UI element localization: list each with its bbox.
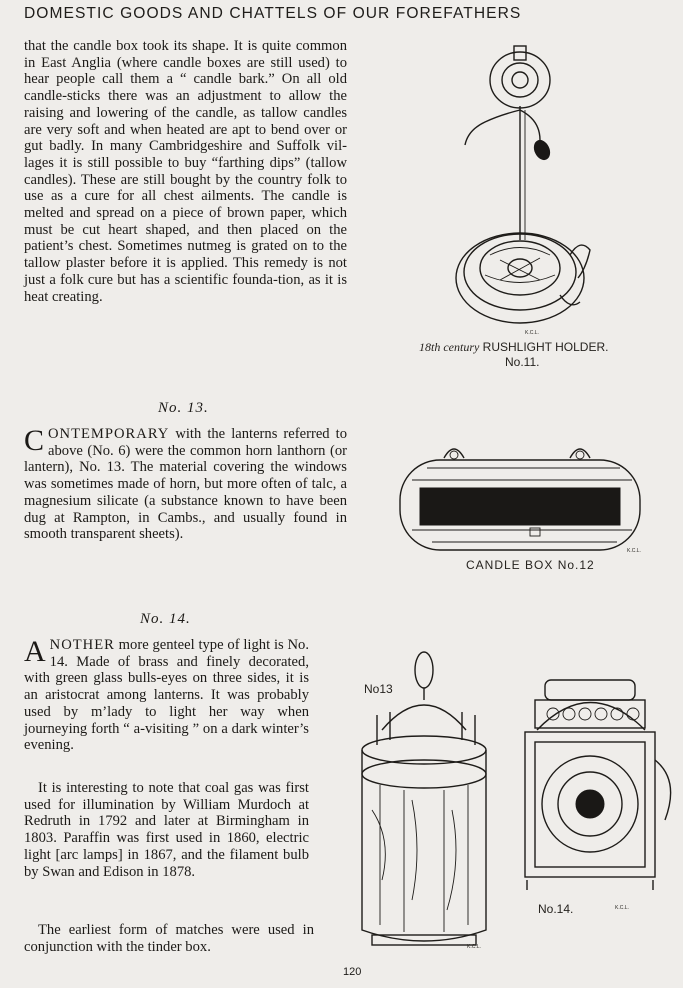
paragraph-text: with the lanterns referred to above (No. 6) were the common horn lanthorn (or lantern), No. 13. The material covering the windows was sometimes made of horn, but more often of talc, a magnesium silicate (a substance known to have been dug at Rampton, in Cambs., and usually found in smooth transparent sheets). <box>24 426 347 543</box>
paragraph-text: that the candle box took its shape. It is quite common in East Anglia (where candle boxes are still used) to hear people call them a “ candle bark.” On all old candle-sticks there was an adjustment to allow the raising and lowering of the candle, as tallow candles are very soft and when heated are apt to bend over or gut badly. In many Cambridgeshire and Suffolk vil-lages it is still possible to buy “farthing dips” (tallow candles). These are still bought by the country folk to use as a cure for all chest ailments. The candle is melted and spread on a piece of brown paper, which must be cut heart shaped, and then placed on the patient’s chest. Sometimes nutmeg is grated on to the tallow plaster before it is applied. This remedy is not just a folk cure but has a scientific founda-tion, as it is heat creating. <box>24 38 347 305</box>
rushlight-title: RUSHLIGHT HOLDER. <box>482 340 609 354</box>
illustrator-initials: K.C.L. <box>525 330 539 336</box>
drop-cap: C <box>24 424 45 457</box>
matches-paragraph <box>24 922 314 955</box>
small-caps-lead: ONTEMPORARY <box>48 426 170 442</box>
small-caps-lead: NOTHER <box>49 637 115 653</box>
brass-lantern-illustration <box>515 670 680 900</box>
lantern-14-label: No.14. <box>538 902 574 916</box>
rushlight-number: No.11. <box>505 355 540 369</box>
illustrator-initials: K.C.L. <box>467 944 481 950</box>
candle-box-illustration <box>392 438 652 558</box>
running-header: DOMESTIC GOODS AND CHATTELS OF OUR FOREFATHERS <box>24 5 522 22</box>
lantern-13-label: No13 <box>364 682 393 696</box>
page-number: 120 <box>343 966 362 978</box>
rushlight-caption <box>419 340 608 355</box>
illustrator-initials: K.C.L. <box>627 548 641 554</box>
illustrator-initials: K.C.L. <box>615 905 629 911</box>
candle-box-paragraph <box>24 38 347 305</box>
paragraph-text: more genteel type of light is No. 14. Made of brass and finely decorated, with green glass bulls-eyes on three sides, it is an aristocrat among lanterns. It was probably used by m’lady to light her way when journeying forth “ a-visiting ” on a dark winter’s evening. <box>24 637 309 754</box>
century-label: 18th century <box>419 340 480 354</box>
drop-cap: A <box>24 635 46 668</box>
lantern-14-paragraph <box>24 637 309 754</box>
section-heading-13: No. 13. <box>158 400 209 416</box>
lantern-13-paragraph <box>24 426 347 543</box>
candle-box-caption: CANDLE BOX No.12 <box>466 558 595 572</box>
paragraph-text: It is interesting to note that coal gas was first used for illumination by William Murdoch at Redruth in 1792 and later at Birmingham in 1803. Paraffin was first used in 1860, electric light [arc lamps] in 1867, and the filament bulb by Swan and Edison in 1878. <box>24 780 309 880</box>
rushlight-holder-illustration <box>430 40 640 340</box>
paragraph-text: The earliest form of matches were used in conjunction with the tinder box. <box>24 922 314 955</box>
section-heading-14: No. 14. <box>140 611 191 627</box>
coal-gas-paragraph <box>24 780 309 880</box>
